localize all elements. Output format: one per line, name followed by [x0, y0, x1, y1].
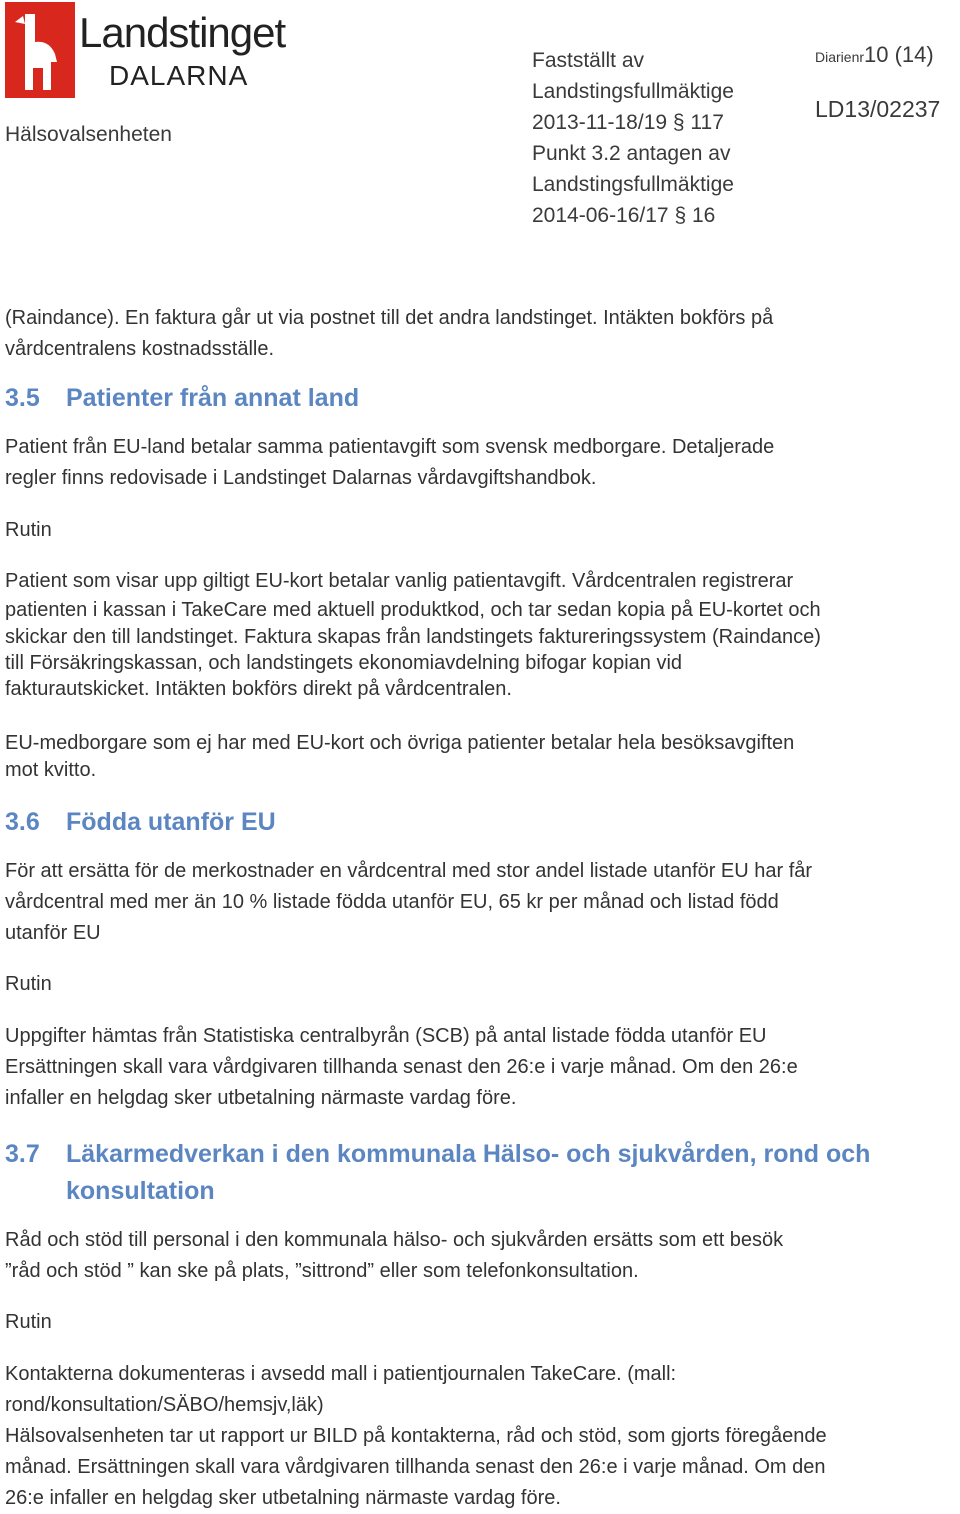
paragraph-line: För att ersätta för de merkostnader en vårdcentral med stor andel listade utanför EU har får — [5, 860, 813, 882]
paragraph-line: Råd och stöd till personal i den kommunala hälso- och sjukvården ersätts som ett besök — [5, 1229, 784, 1251]
paragraph-line: skickar den till landstinget. Faktura skapas från landstingets faktureringssystem (Raindance) — [5, 626, 821, 648]
meta-line: 2013-11-18/19 § 117 — [532, 111, 724, 134]
paragraph-line: 26:e infaller en helgdag sker utbetalning närmaste vardag före. — [5, 1487, 561, 1509]
page-number: 10 (14) — [864, 42, 934, 67]
section-title: Födda utanför EU — [66, 808, 276, 836]
paragraph-line: infaller en helgdag sker utbetalning närmaste vardag före. — [5, 1087, 517, 1109]
section-title: Läkarmedverkan i den kommunala Hälso- och sjukvården, rond och — [66, 1140, 871, 1168]
section-title-continued: konsultation — [66, 1177, 215, 1205]
paragraph-line: Patient från EU-land betalar samma patientavgift som svensk medborgare. Detaljerade — [5, 436, 775, 458]
meta-line: Fastställt av — [532, 49, 645, 72]
section-number: 3.5 — [5, 384, 40, 412]
rutin-label: Rutin — [5, 519, 52, 541]
paragraph-line: fakturautskicket. Intäkten bokförs direkt på vårdcentralen. — [5, 678, 512, 700]
unit-name: Hälsovalsenheten — [5, 123, 172, 146]
meta-line: Landstingsfullmäktige — [532, 80, 734, 103]
meta-line: 2014-06-16/17 § 16 — [532, 204, 716, 227]
paragraph-line: mot kvitto. — [5, 759, 97, 781]
paragraph-line: regler finns redovisade i Landstinget Dalarnas vårdavgiftshandbok. — [5, 467, 597, 489]
paragraph-line: patienten i kassan i TakeCare med aktuell produktkod, och tar sedan kopia på EU-kortet och — [5, 599, 821, 621]
meta-line: Punkt 3.2 antagen av — [532, 142, 731, 165]
paragraph-line: EU-medborgare som ej har med EU-kort och övriga patienter betalar hela besöksavgiften — [5, 732, 795, 754]
rutin-label: Rutin — [5, 973, 52, 995]
section-heading-3-5 — [5, 384, 359, 413]
paragraph-line: till Försäkringskassan, och landstingets ekonomiavdelning bifogar kopian vid — [5, 652, 683, 674]
section-number: 3.6 — [5, 808, 40, 836]
dalarna-horse-logo-icon — [5, 2, 75, 98]
logo-wordmark: Landstinget — [79, 9, 286, 56]
paragraph-line: utanför EU — [5, 922, 101, 944]
section-number: 3.7 — [5, 1140, 40, 1168]
paragraph-line: (Raindance). En faktura går ut via postnet till det andra landstinget. Intäkten bokförs på — [5, 307, 774, 329]
landstinget-dalarna-logo — [5, 2, 286, 98]
paragraph-line: Uppgifter hämtas från Statistiska centralbyrån (SCB) på antal listade födda utanför EU — [5, 1025, 767, 1047]
section-heading-3-7 — [5, 1140, 870, 1169]
section-heading-3-6 — [5, 808, 276, 837]
diarie-page-number — [815, 42, 934, 68]
paragraph-line: Patient som visar upp giltigt EU-kort betalar vanlig patientavgift. Vårdcentralen registrerar — [5, 570, 794, 592]
paragraph-line: rond/konsultation/SÄBO/hemsjv,läk) — [5, 1394, 324, 1416]
paragraph-line: Kontakterna dokumenteras i avsedd mall i patientjournalen TakeCare. (mall: — [5, 1363, 677, 1385]
paragraph-line: Hälsovalsenheten tar ut rapport ur BILD på kontakterna, råd och stöd, som gjorts föregående — [5, 1425, 827, 1447]
section-title: Patienter från annat land — [66, 384, 360, 412]
ld-number: LD13/02237 — [815, 96, 941, 122]
paragraph-line: vårdcentralens kostnadsställe. — [5, 338, 275, 360]
diarie-label: Diarienr — [815, 49, 865, 65]
meta-line: Landstingsfullmäktige — [532, 173, 734, 196]
paragraph-line: vårdcentral med mer än 10 % listade födda utanför EU, 65 kr per månad och listad född — [5, 891, 779, 913]
rutin-label: Rutin — [5, 1311, 52, 1333]
paragraph-line: ”råd och stöd ” kan ske på plats, ”sittrond” eller som telefonkonsultation. — [5, 1260, 639, 1282]
logo-subtitle: DALARNA — [109, 60, 249, 91]
paragraph-line: Ersättningen skall vara vårdgivaren tillhanda senast den 26:e i varje månad. Om den 26:e — [5, 1056, 798, 1078]
paragraph-line: månad. Ersättningen skall vara vårdgivaren tillhanda senast den 26:e i varje månad. Om den — [5, 1456, 826, 1478]
decision-meta — [532, 45, 734, 231]
